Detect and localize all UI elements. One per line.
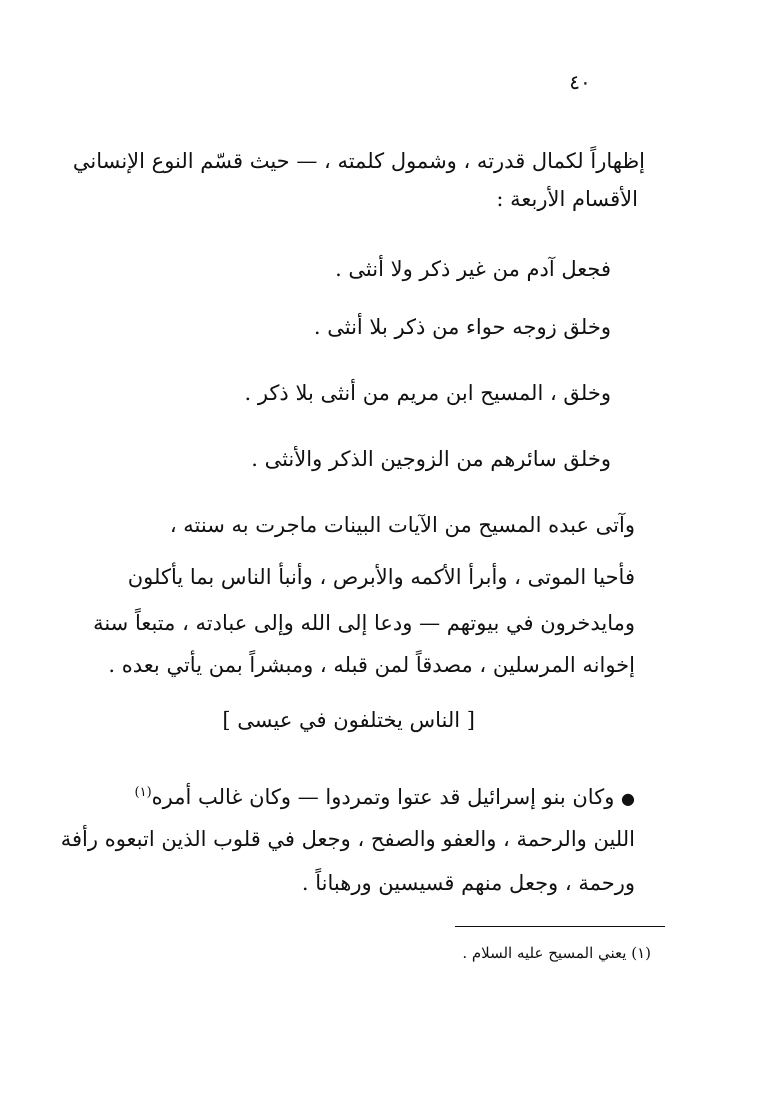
footnote-marker: (١)	[134, 785, 152, 800]
verse-line-3: وخلق ، المسيح ابن مريم من أنثى بلا ذكر .	[244, 381, 611, 405]
paragraph3-line1-text: وكان بنو إسرائيل قد عتوا وتمردوا — وكان غالب أمره	[151, 785, 615, 809]
paragraph1-line2: الأقسام الأربعة :	[496, 187, 638, 211]
verse-line-4: وخلق سائرهم من الزوجين الذكر والأنثى .	[251, 447, 611, 471]
paragraph1-line1: إظهاراً لكمال قدرته ، وشمول كلمته ، — حيث قسّم النوع الإنساني	[72, 149, 645, 173]
paragraph2-line1: وآتى عبده المسيح من الآيات البينات ماجرت به سنته ،	[169, 513, 635, 537]
page-number: ٤٠	[569, 70, 591, 94]
bullet-icon: ●	[621, 789, 635, 808]
verse-line-1: فجعل آدم من غير ذكر ولا أنثى .	[335, 257, 611, 281]
paragraph3-line3: ورحمة ، وجعل منهم قسيسين ورهباناً .	[301, 871, 635, 895]
paragraph3-line2: اللين والرحمة ، والعفو والصفح ، وجعل في قلوب الذين اتبعوه رأفة	[60, 827, 635, 851]
verse-line-2: وخلق زوجه حواء من ذكر بلا أنثى .	[313, 315, 611, 339]
paragraph2-line3: ومايدخرون في بيوتهم — ودعا إلى الله وإلى عبادته ، متبعاً سنة	[93, 611, 635, 635]
footnote-text: (١) يعني المسيح عليه السلام .	[462, 944, 651, 962]
paragraph2-line4: إخوانه المرسلين ، مصدقاً لمن قبله ، ومبشراً بمن يأتي بعده .	[108, 653, 635, 677]
paragraph2-line2: فأحيا الموتى ، وأبرأ الأكمه والأبرص ، وأنبأ الناس بما يأكلون	[127, 565, 635, 589]
paragraph3-line1	[135, 778, 635, 814]
section-heading: [ الناس يختلفون في عيسى ]	[222, 708, 475, 732]
footnote-divider	[455, 926, 665, 927]
